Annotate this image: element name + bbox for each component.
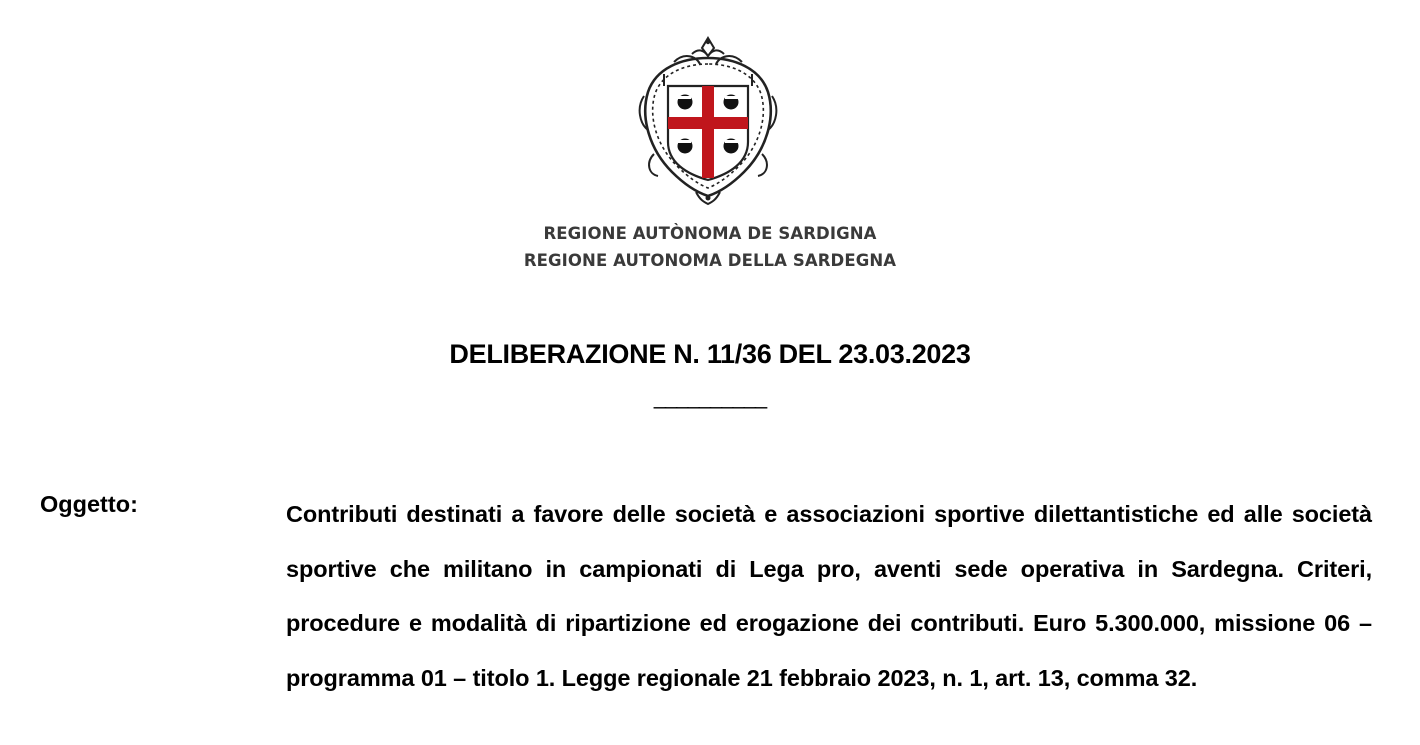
subject-text: Contributi destinati a favore delle società e associazioni sportive dilettantistiche ed alle società sportive che militano in campionati di Lega pro, aventi sede operativa in Sardegna. Criteri, procedure e modalità di ripartizione ed erogazione dei contributi. Euro 5.300.000, missione 06 – programma 01 – titolo 1. Legge regionale 21 febbraio 2023, n. 1, art. 13, comma 32. — [286, 501, 1372, 691]
sardinia-coat-of-arms-svg — [634, 34, 782, 206]
title-divider: __________ — [653, 384, 767, 409]
region-names — [0, 220, 1420, 274]
region-name-italian: REGIONE AUTONOMA DELLA SARDEGNA — [523, 251, 897, 270]
deliberation-title: DELIBERAZIONE N. 11/36 DEL 23.03.2023 — [449, 339, 971, 369]
subject-label: Oggetto: — [40, 491, 138, 517]
coat-of-arms-icon — [634, 34, 782, 206]
region-name-sardinian: REGIONE AUTÒNOMA DE SARDIGNA — [543, 224, 877, 243]
